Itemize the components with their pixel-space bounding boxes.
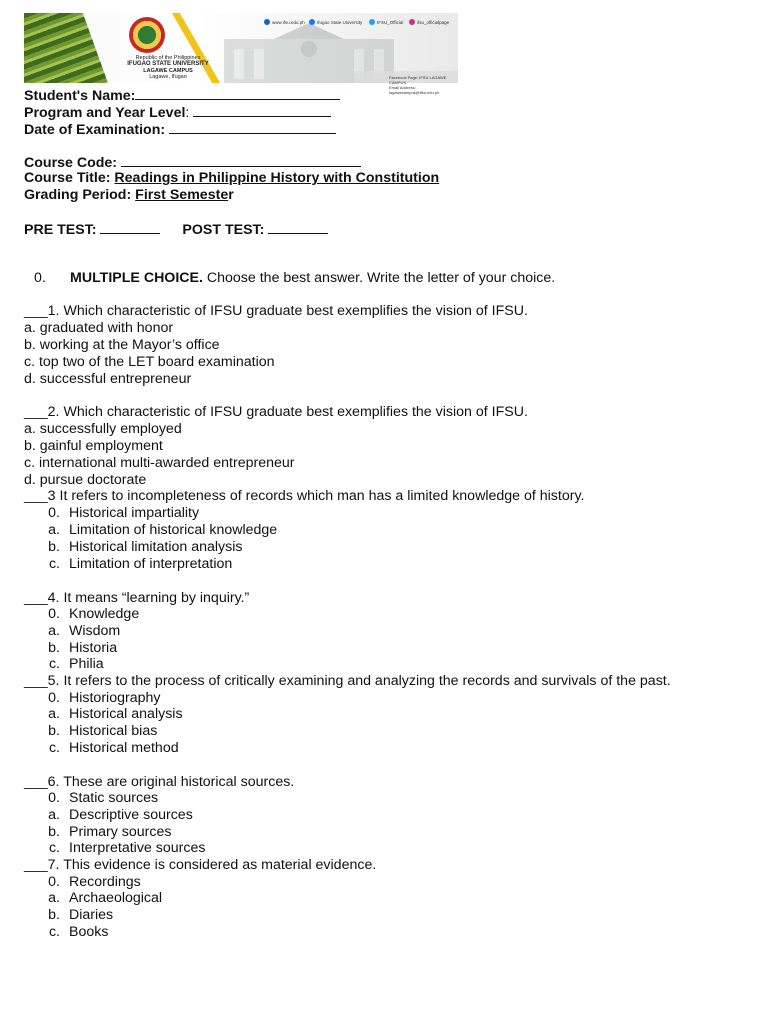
instagram-contact[interactable]: ifsu_officialpage (409, 19, 449, 25)
facebook-page-text: Facebook Page: IFSU LAGAWE CAMPUS (389, 75, 447, 85)
option: c. top two of the LET board examination (24, 354, 275, 370)
option-letter: 0. (48, 790, 60, 806)
option-letter: b. (48, 539, 60, 555)
instruction-text: Choose the best answer. Write the letter of your choice. (202, 270, 556, 286)
question-text: This evidence is considered as material evidence. (59, 857, 377, 873)
answer-blank[interactable]: ___5. (24, 673, 60, 689)
twitter-icon (369, 19, 375, 25)
option: a. graduated with honor (24, 320, 174, 336)
grading-period-row (24, 187, 234, 204)
option-letter: 0. (48, 505, 60, 521)
facebook-contact[interactable]: Ifugao State University (309, 19, 362, 25)
question-2 (24, 404, 528, 421)
option-letter: b. (48, 907, 60, 923)
option-text: Historical method (69, 740, 179, 756)
answer-blank[interactable]: ___2. (24, 404, 60, 420)
course-title-row (24, 170, 439, 187)
option: c. international multi-awarded entrepreneur (24, 455, 295, 471)
instruction-number: 0. (34, 270, 46, 286)
program-field[interactable] (193, 103, 331, 117)
contact-info (389, 75, 458, 95)
option-letter: b. (48, 824, 60, 840)
program-colon: : (185, 105, 190, 121)
instagram-icon (409, 19, 415, 25)
option-letter: a. (48, 890, 60, 906)
option: d. successful entrepreneur (24, 371, 192, 387)
student-name-field[interactable] (135, 86, 340, 100)
option: d. pursue doctorate (24, 472, 147, 488)
option-letter: a. (48, 807, 60, 823)
answer-blank[interactable]: ___4. (24, 590, 60, 606)
option-text: Static sources (69, 790, 159, 806)
question-3 (24, 488, 584, 505)
answer-blank[interactable]: ___3 (24, 488, 56, 504)
option-text: Recordings (69, 874, 141, 890)
option: b. working at the Mayor’s office (24, 337, 220, 353)
question-text: Which characteristic of IFSU graduate best exemplifies the vision of IFSU. (59, 404, 528, 420)
globe-icon (264, 19, 270, 25)
website-contact[interactable]: www.ifsu.edu.ph (264, 19, 305, 25)
instruction-title: MULTIPLE CHOICE. (70, 270, 203, 286)
option-letter: a. (48, 623, 60, 639)
question-text: These are original historical sources. (59, 774, 295, 790)
option-letter: a. (48, 706, 60, 722)
university-header-banner (24, 13, 458, 95)
university-seal-logo (129, 17, 165, 53)
option-text: Historia (69, 640, 118, 656)
grading-period-value: First Semeste (135, 187, 229, 203)
option-text: Historical analysis (69, 706, 183, 722)
option-text: Historical limitation analysis (69, 539, 243, 555)
option-letter: 0. (48, 874, 60, 890)
grading-period-label: Grading Period: (24, 187, 132, 203)
question-5 (24, 673, 671, 690)
option-letter: b. (48, 723, 60, 739)
option-letter: c. (48, 740, 60, 756)
answer-blank[interactable]: ___7. (24, 857, 60, 873)
course-code-field[interactable] (121, 153, 361, 167)
pre-test-label: PRE TEST: (24, 222, 97, 238)
exam-date-field[interactable] (169, 120, 336, 134)
option-text: Limitation of historical knowledge (69, 522, 278, 538)
course-title-value: Readings in Philippine History with Constitution (114, 170, 440, 186)
post-test-label: POST TEST: (182, 222, 265, 238)
pre-test-field[interactable] (100, 220, 160, 234)
course-code-label: Course Code: (24, 155, 118, 171)
student-name-label: Student's Name: (24, 88, 136, 104)
option: b. gainful employment (24, 438, 163, 454)
grading-period-value-tail: r (228, 187, 234, 203)
facebook-icon (309, 19, 315, 25)
option-text: Books (69, 924, 109, 940)
program-label: Program and Year Level (24, 105, 186, 121)
exam-date-row (24, 120, 336, 139)
post-test-field[interactable] (268, 220, 328, 234)
rice-terraces-image (24, 13, 108, 83)
question-text: It means “learning by inquiry.” (59, 590, 250, 606)
exam-date-label: Date of Examination: (24, 122, 166, 138)
question-text: It refers to incompleteness of records which man has a limited knowledge of history. (55, 488, 585, 504)
option-text: Philia (69, 656, 104, 672)
option-letter: c. (48, 556, 60, 572)
option-letter: c. (48, 840, 60, 856)
option-text: Historical bias (69, 723, 158, 739)
twitter-contact[interactable]: IFSU_Official (369, 19, 403, 25)
question-6 (24, 774, 294, 791)
answer-blank[interactable]: ___1. (24, 303, 60, 319)
option-letter: a. (48, 522, 60, 538)
campus-location: Lagawe, Ifugao (149, 74, 187, 80)
option-letter: b. (48, 640, 60, 656)
campus-name: LAGAWE CAMPUS (143, 68, 193, 74)
option-text: Archaeological (69, 890, 163, 906)
question-text: Which characteristic of IFSU graduate best exemplifies the vision of IFSU. (59, 303, 528, 319)
option-letter: 0. (48, 690, 60, 706)
option-text: Descriptive sources (69, 807, 193, 823)
question-1 (24, 303, 528, 320)
option-letter: 0. (48, 606, 60, 622)
option: a. successfully employed (24, 421, 182, 437)
test-type-row (24, 220, 328, 239)
question-text: It refers to the process of critically examining and analyzing the records and survivals of the past. (59, 673, 671, 689)
instructions (70, 270, 555, 287)
question-7 (24, 857, 376, 874)
option-text: Interpretative sources (69, 840, 206, 856)
option-text: Historical impartiality (69, 505, 200, 521)
university-name: IFUGAO STATE UNIVERSITY (127, 61, 209, 67)
option-letter: c. (48, 656, 60, 672)
option-text: Primary sources (69, 824, 172, 840)
course-title-label: Course Title: (24, 170, 111, 186)
email-text: Email Address: lagawecampus@ifsu.edu.ph (389, 85, 440, 95)
option-text: Knowledge (69, 606, 140, 622)
option-text: Historiography (69, 690, 161, 706)
option-letter: c. (48, 924, 60, 940)
option-text: Limitation of interpretation (69, 556, 233, 572)
republic-text: Republic of the Philippines (135, 55, 201, 61)
question-4 (24, 590, 249, 607)
option-text: Diaries (69, 907, 114, 923)
answer-blank[interactable]: ___6. (24, 774, 60, 790)
option-text: Wisdom (69, 623, 121, 639)
